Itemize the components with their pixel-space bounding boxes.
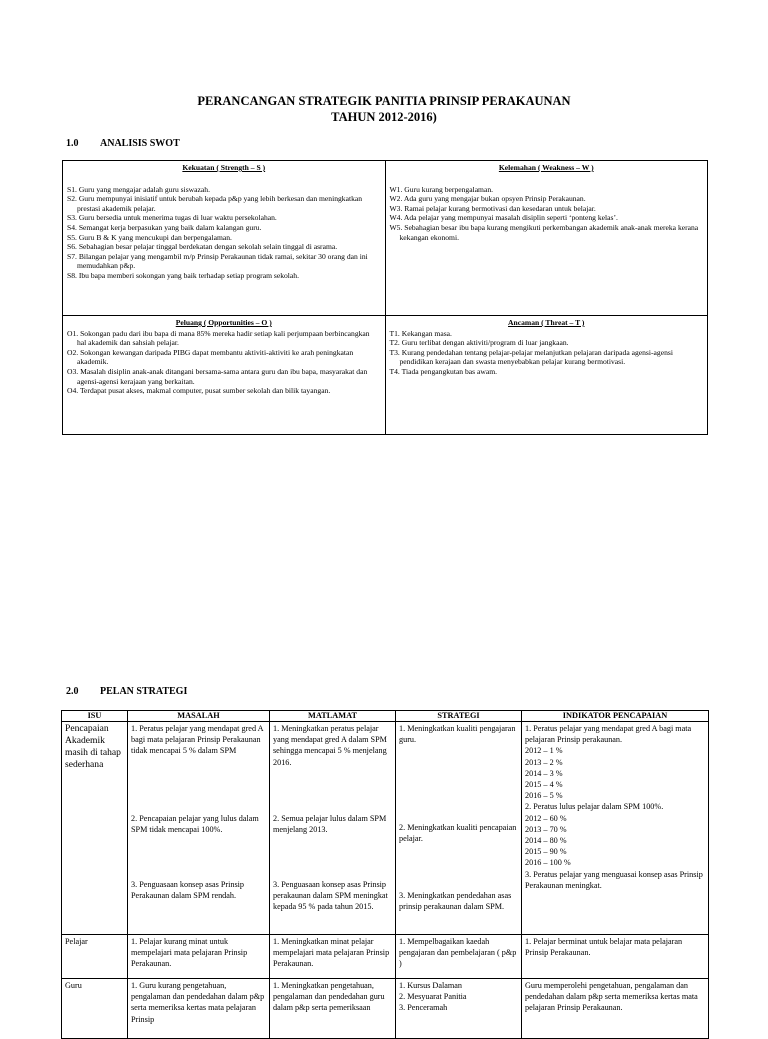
table-row <box>62 722 709 935</box>
opportunity-item: O1. Sokongan padu dari ibu bapa di mana 85% mereka hadir setiap kali perjumpaan berbincangkan hal akademik dan sahsiah pelajar. <box>67 328 370 348</box>
column-header-isu: ISU <box>62 711 128 722</box>
strategy-item: 3. Penceramah <box>399 1003 448 1013</box>
indicator-cell <box>522 722 709 935</box>
opportunity-item: O3. Masalah disiplin anak-anak ditangani bersama-sama antara guru dan ibu bapa, masyarakat dan agensi-agensi kerajaan yang berkaitan. <box>67 366 368 386</box>
threat-item: T1. Kekangan masa. <box>389 328 452 338</box>
strength-item: S2. Guru mempunyai inisiatif untuk berubah kepada p&p yang lebih berkesan dan meningkatkan prestasi akademik pelajar. <box>67 194 363 213</box>
problem-item: 1. Peratus pelajar yang mendapat gred A bagi mata pelajaran Prinsip Perakaunan tidak mencapai 5 % dalam SPM <box>131 724 264 756</box>
weakness-item: W4. Ada pelajar yang mempunyai masalah disiplin seperti ‘ponteng kelas’. <box>389 213 618 223</box>
strategy-cell <box>396 935 522 979</box>
indicator-year: 2013 – 70 % <box>525 824 567 834</box>
strategy-plan-table <box>61 710 709 1039</box>
problem-cell <box>128 979 270 1039</box>
section-number: 1.0 <box>66 138 79 149</box>
swot-table <box>62 160 708 435</box>
strategy-cell <box>396 979 522 1039</box>
threat-cell <box>385 316 708 435</box>
goal-cell <box>270 935 396 979</box>
indicator-year: 2012 – 1 % <box>525 746 563 756</box>
strategy-item: 1. Kursus Dalaman <box>399 981 462 990</box>
weakness-item: W1. Guru kurang berpengalaman. <box>389 184 494 194</box>
strength-item: S3. Guru bersedia untuk menerima tugas di luar waktu persekolahan. <box>67 213 277 223</box>
issue-text: Pencapaian Akademik masih di tahap sederhana <box>65 723 121 770</box>
indicator-item: 1. Pelajar berminat untuk belajar mata pelajaran Prinsip Perakaunan. <box>525 937 683 958</box>
document-title-line2: TAHUN 2012-2016) <box>331 110 437 124</box>
strategy-item: 2. Meningkatkan kualiti pencapaian pelajar. <box>399 823 517 844</box>
strategy-item: 1. Meningkatkan kualiti pengajaran guru. <box>399 724 516 745</box>
strength-item: S5. Guru B & K yang mencukupi dan berpengalaman. <box>67 232 232 242</box>
indicator-year: 2014 – 80 % <box>525 836 567 846</box>
strength-item: S6. Sebahagian besar pelajar tinggal berdekatan dengan sekolah selain tinggal di asrama. <box>67 242 338 252</box>
section-heading-plan <box>66 686 187 697</box>
opportunity-cell <box>63 316 386 435</box>
problem-item: 3. Penguasaan konsep asas Prinsip Perakaunan dalam SPM rendah. <box>131 880 245 901</box>
problem-item: 1. Guru kurang pengetahuan, pengalaman dan pendedahan dalam p&p serta memeriksa kertas mata pelajaran Prinsip <box>131 981 265 1024</box>
issue-cell <box>62 979 128 1039</box>
strength-item: S8. Ibu bapa memberi sokongan yang baik terhadap setiap program sekolah. <box>67 270 299 280</box>
column-header-indikator: INDIKATOR PENCAPAIAN <box>522 711 709 722</box>
indicator-year: 2014 – 3 % <box>525 768 563 778</box>
strength-item: S1. Guru yang mengajar adalah guru siswazah. <box>67 184 210 194</box>
strategy-cell <box>396 722 522 935</box>
goal-cell <box>270 722 396 935</box>
weakness-cell <box>385 161 708 316</box>
column-header-masalah: MASALAH <box>128 711 270 722</box>
strategy-item: 3. Meningkatkan pendedahan asas prinsip perakaunan dalam SPM. <box>399 891 512 912</box>
indicator-year: 2015 – 90 % <box>525 847 567 857</box>
threat-item: T4. Tiada pengangkutan bas awam. <box>389 366 498 376</box>
column-header-strategi: STRATEGI <box>396 711 522 722</box>
threat-header: Ancaman ( Threat – T ) <box>508 318 585 327</box>
strength-header: Kekuatan ( Strength – S ) <box>182 163 266 172</box>
section-label: PELAN STRATEGI <box>100 686 188 697</box>
opportunity-header: Peluang ( Opportunities – O ) <box>175 318 272 327</box>
indicator-item: 2. Peratus lulus pelajar dalam SPM 100%. <box>525 802 664 812</box>
indicator-year: 2012 – 60 % <box>525 813 567 823</box>
goal-item: 1. Meningkatkan peratus pelajar yang mendapat gred A dalam SPM sehingga mencapai 5 % menjelang 2016. <box>273 724 387 767</box>
weakness-item: W5. Sebahagian besar ibu bapa kurang mengikuti perkembangan akademik anak-anak mereka kerana kekangan ekonomi. <box>389 222 699 242</box>
section-label: ANALISIS SWOT <box>100 138 180 149</box>
indicator-item: 1. Peratus pelajar yang mendapat gred A bagi mata pelajaran Prinsip perakaunan. <box>525 724 692 745</box>
indicator-item: Guru memperolehi pengetahuan, pengalaman dan pendedahan dalam p&p serta memeriksa kertas mata pelajaran Prinsip Perakaunan. <box>525 981 698 1013</box>
section-number: 2.0 <box>66 686 79 697</box>
goal-item: 2. Semua pelajar lulus dalam SPM menjelang 2013. <box>273 814 387 835</box>
strategy-item: 2. Mesyuarat Panitia <box>399 992 467 1002</box>
strength-item: S7. Bilangan pelajar yang mengambil m/p Prinsip Perakaunan tidak ramai, sekitar 30 orang dan ini memudahkan p&p. <box>67 251 368 271</box>
goal-item: 1. Meningkatkan minat pelajar mempelajari mata pelajaran Prinsip Perakaunan. <box>273 937 390 969</box>
goal-cell <box>270 979 396 1039</box>
column-header-matlamat: MATLAMAT <box>270 711 396 722</box>
strategy-item: 1. Mempelbagaikan kaedah pengajaran dan pembelajaran ( p&p ) <box>399 937 517 969</box>
table-row <box>62 935 709 979</box>
threat-item: T2. Guru terlibat dengan aktiviti/program di luar jangkaan. <box>389 338 569 348</box>
indicator-year: 2016 – 100 % <box>525 858 571 868</box>
weakness-item: W2. Ada guru yang mengajar bukan opsyen Prinsip Perakaunan. <box>389 194 586 204</box>
strength-item: S4. Semangat kerja berpasukan yang baik dalam kalangan guru. <box>67 222 262 232</box>
indicator-year: 2016 – 5 % <box>525 791 563 801</box>
goal-item: 1. Meningkatkan pengetahuan, pengalaman dan pendedahan guru dalam p&p serta pemeriksaan <box>273 981 385 1013</box>
opportunity-item: O4. Terdapat pusat akses, makmal computer, pusat sumber sekolah dan bilik tayangan. <box>67 386 331 396</box>
weakness-header: Kelemahan ( Weakness – W ) <box>498 163 594 172</box>
threat-item: T3. Kurang pendedahan tentang pelajar-pelajar melanjutkan pelajaran daripada agensi-agensi pendidikan kerajaan dan swasta menyebabkan pelajar kurang bermotivasi. <box>389 347 673 367</box>
document-title-line1: PERANCANGAN STRATEGIK PANITIA PRINSIP PERAKAUNAN <box>197 94 571 108</box>
indicator-cell <box>522 935 709 979</box>
problem-cell <box>128 935 270 979</box>
problem-item: 2. Pencapaian pelajar yang lulus dalam SPM tidak mencapai 100%. <box>131 814 259 835</box>
goal-item: 3. Penguasaan konsep asas Prinsip perakaunan dalam SPM meningkat kepada 95 % pada tahun 2015. <box>273 880 388 912</box>
issue-text: Guru <box>65 981 82 990</box>
opportunity-item: O2. Sokongan kewangan daripada PIBG dapat membantu aktiviti-aktiviti ke arah peningkatan akademik. <box>67 347 354 367</box>
indicator-cell <box>522 979 709 1039</box>
problem-item: 1. Pelajar kurang minat untuk mempelajari mata pelajaran Prinsip Perakaunan. <box>131 937 248 969</box>
indicator-item: 3. Peratus pelajar yang menguasai konsep asas Prinsip Perakaunan meningkat. <box>525 869 703 890</box>
indicator-year: 2013 – 2 % <box>525 757 563 767</box>
issue-cell <box>62 935 128 979</box>
issue-cell <box>62 722 128 935</box>
weakness-item: W3. Ramai pelajar kurang bermotivasi dan kesedaran untuk belajar. <box>389 203 596 213</box>
indicator-year: 2015 – 4 % <box>525 780 563 790</box>
issue-text: Pelajar <box>65 937 88 946</box>
section-heading-swot <box>66 138 180 149</box>
strength-cell <box>63 161 386 316</box>
problem-cell <box>128 722 270 935</box>
table-row <box>62 979 709 1039</box>
